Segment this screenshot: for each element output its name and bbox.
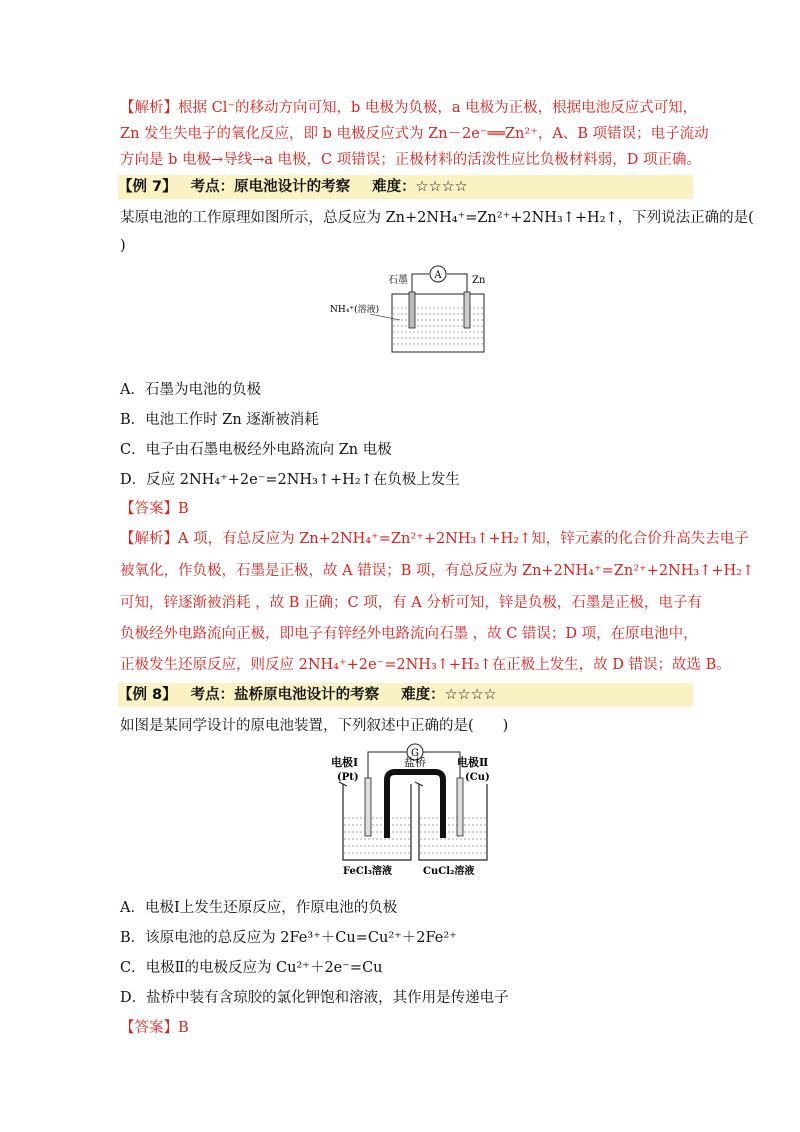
answer: 【答案】B xyxy=(120,501,189,517)
answer: 【答案】B xyxy=(120,1020,189,1036)
salt-bridge-label: 盐桥 xyxy=(404,756,426,769)
zinc-label: Zn xyxy=(472,275,486,286)
option-b: B．电池工作时 Zn 逐渐被消耗 xyxy=(120,412,319,428)
analysis-line: 被氧化，作负极，石墨是正极，故 A 错误；B 项，有总反应为 Zn+2NH₄⁺=Zn²⁺+2NH₃↑+H₂↑ xyxy=(120,563,755,579)
option-c: C．电子由石墨电极经外电路流向 Zn 电极 xyxy=(120,442,392,458)
option-a: A．石墨为电池的负极 xyxy=(120,382,261,398)
example-8-header xyxy=(118,683,693,707)
analysis-line: 负极经外电路流向正极，即电子有锌经外电路流向石墨 ，故 C 错误；D 项，在原电池中， xyxy=(120,626,698,642)
salt-bridge-cell-figure xyxy=(325,740,505,880)
question-stem: 某原电池的工作原理如图所示，总反应为 Zn+2NH₄⁺=Zn²⁺+2NH₃↑+H₂↑，下列说法正确的是( xyxy=(120,210,754,226)
option-d: D．盐桥中装有含琼胶的氯化钾饱和溶液，其作用是传递电子 xyxy=(120,990,509,1006)
electrode-2-material: (Cu) xyxy=(465,772,490,783)
analysis-line: 【解析】A 项，有总反应为 Zn+2NH₄⁺=Zn²⁺+2NH₃↑+H₂↑知，锌元素的化合价升高失去电子 xyxy=(120,531,749,547)
galvanometer-label: G xyxy=(411,748,419,759)
example-difficulty: 难度：☆☆☆☆ xyxy=(372,179,468,195)
galvanic-cell-figure xyxy=(330,258,500,358)
example-difficulty: 难度：☆☆☆☆ xyxy=(401,687,497,703)
question-stem: 如图是某同学设计的原电池装置，下列叙述中正确的是( ) xyxy=(120,718,509,734)
analysis-line: 【解析】根据 Cl⁻的移动方向可知，b 电极为负极，a 电极为正极，根据电池反应式可知， xyxy=(120,100,698,116)
example-7-header xyxy=(118,175,693,199)
electrode-2-label: 电极Ⅱ xyxy=(457,756,489,769)
solution-label: NH₄⁺(溶液) xyxy=(330,305,380,315)
analysis-line: 可知，锌逐渐被消耗 ，故 B 正确；C 项，有 A 分析可知，锌是负极，石墨是正极，电子有 xyxy=(120,595,702,611)
example-tag: 【例 7】 xyxy=(118,179,177,195)
analysis-line: 方向是 b 电极→导线→a 电极，C 项错误；正极材料的活泼性应比负极材料弱，D 项正确。 xyxy=(120,152,701,168)
electrode-1-label: 电极Ⅰ xyxy=(331,756,359,769)
ammeter-label: A xyxy=(434,270,442,281)
example-tag: 【例 8】 xyxy=(118,687,177,703)
example-topic: 考点：盐桥原电池设计的考察 xyxy=(190,687,380,703)
graphite-label: 石墨 xyxy=(388,275,408,286)
option-c: C．电极Ⅱ的电极反应为 Cu²⁺＋2e⁻=Cu xyxy=(120,960,383,976)
cucl2-label: CuCl₂溶液 xyxy=(423,866,475,877)
electrode-1-material: (Pt) xyxy=(337,772,359,783)
example-topic: 考点：原电池设计的考察 xyxy=(190,179,351,195)
option-b: B．该原电池的总反应为 2Fe³⁺＋Cu=Cu²⁺＋2Fe²⁺ xyxy=(120,930,457,946)
fecl3-label: FeCl₃溶液 xyxy=(343,866,393,877)
analysis-line: 正极发生还原反应，则反应 2NH₄⁺+2e⁻=2NH₃↑+H₂↑在正极上发生，故 D 错误；故选 B。 xyxy=(120,657,731,673)
option-a: A．电极Ⅰ上发生还原反应，作原电池的负极 xyxy=(120,900,398,916)
analysis-line: Zn 发生失电子的氧化反应，即 b 电极反应式为 Zn－2e⁻══Zn²⁺，A、B 项错误；电子流动 xyxy=(120,126,709,142)
option-d: D．反应 2NH₄⁺+2e⁻=2NH₃↑+H₂↑在负极上发生 xyxy=(120,472,460,488)
question-stem-continued: ) xyxy=(120,238,126,254)
